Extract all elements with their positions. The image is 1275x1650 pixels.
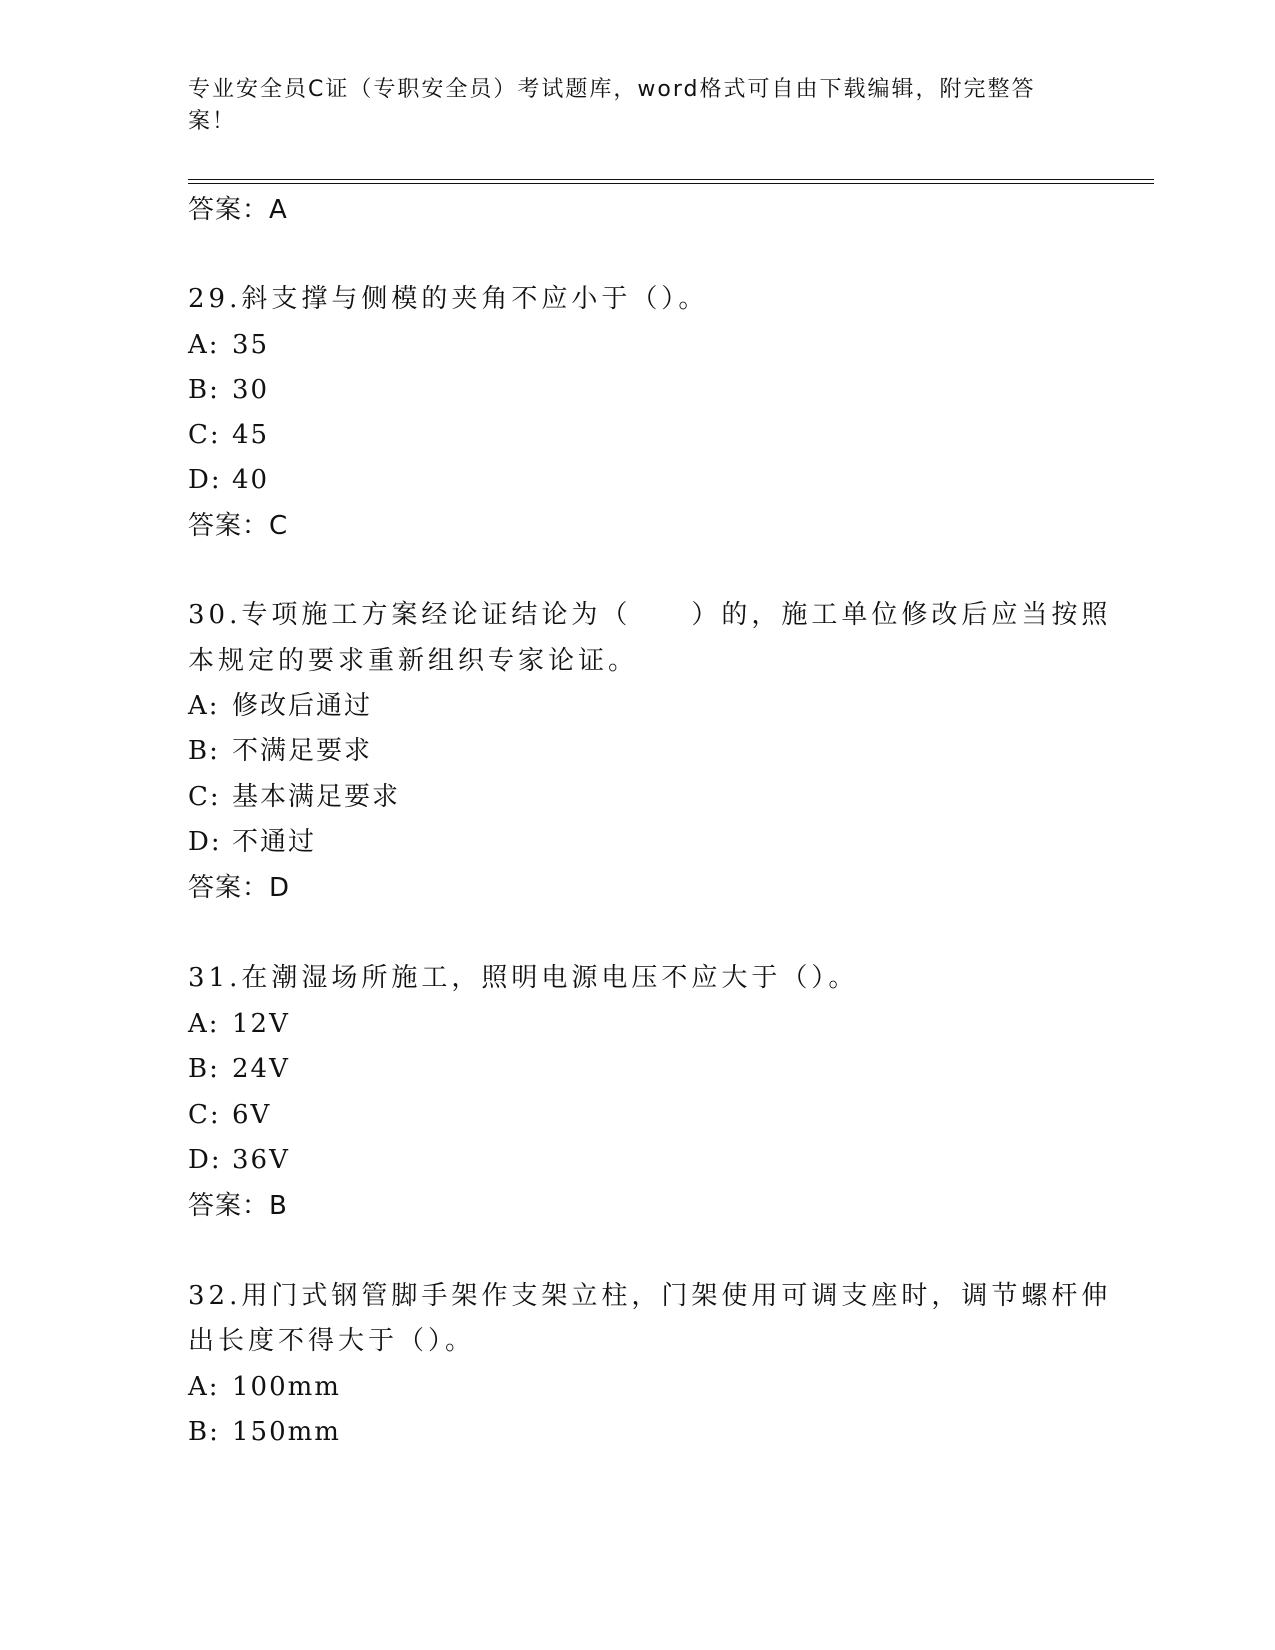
option-text: 12V — [232, 1009, 290, 1039]
option-b — [188, 1053, 290, 1085]
question-stem: 29.斜支撑与侧模的夹角不应小于（）。 — [188, 284, 709, 314]
option-letter: D: — [188, 465, 222, 495]
option-text: 6V — [232, 1100, 272, 1130]
page-header — [188, 74, 1068, 138]
option-text: 35 — [232, 330, 270, 360]
option-text: 150mm — [232, 1417, 341, 1447]
option-b — [188, 1416, 341, 1448]
answer-line: 答案：A — [188, 195, 288, 225]
header-title-line-2: 案！ — [188, 109, 237, 134]
option-a — [188, 329, 269, 361]
answer-line: 答案：D — [188, 873, 291, 903]
option-d — [188, 1144, 290, 1176]
option-text: 不通过 — [232, 827, 317, 857]
option-c — [188, 1099, 271, 1131]
option-text: 24V — [232, 1054, 290, 1084]
question-stem-continuation: 出长度不得大于（）。 — [188, 1326, 476, 1356]
header-divider-top — [188, 179, 1154, 180]
option-text: 30 — [232, 375, 270, 405]
option-c — [188, 781, 400, 813]
option-letter: C: — [188, 782, 221, 812]
option-b — [188, 735, 372, 767]
option-d — [188, 826, 316, 858]
answer-line: 答案：C — [188, 511, 289, 541]
option-letter: B: — [188, 1054, 220, 1084]
option-c — [188, 419, 269, 451]
header-divider-bottom — [188, 183, 1154, 184]
option-letter: A: — [188, 1009, 220, 1039]
option-letter: B: — [188, 1417, 220, 1447]
option-text: 45 — [232, 420, 270, 450]
option-text: 36V — [232, 1145, 290, 1175]
option-letter: C: — [188, 420, 221, 450]
option-letter: A: — [188, 691, 220, 721]
option-letter: A: — [188, 330, 220, 360]
question-stem: 30.专项施工方案经论证结论为（ ）的，施工单位修改后应当按照 — [188, 600, 1112, 630]
question-stem: 32.用门式钢管脚手架作支架立柱，门架使用可调支座时，调节螺杆伸 — [188, 1281, 1112, 1311]
option-a — [188, 1371, 341, 1403]
option-text: 100mm — [232, 1372, 341, 1402]
question-stem-continuation: 本规定的要求重新组织专家论证。 — [188, 646, 639, 676]
option-d — [188, 464, 269, 496]
option-letter: A: — [188, 1372, 220, 1402]
option-letter: C: — [188, 1100, 221, 1130]
option-text: 修改后通过 — [232, 691, 373, 721]
option-letter: B: — [188, 736, 220, 766]
option-a — [188, 1008, 290, 1040]
option-letter: B: — [188, 375, 220, 405]
option-text: 基本满足要求 — [232, 782, 401, 812]
header-title-line-1: 专业安全员C证（专职安全员）考试题库，word格式可自由下载编辑，附完整答 — [188, 77, 1036, 102]
option-a — [188, 690, 372, 722]
option-text: 40 — [232, 465, 270, 495]
option-letter: D: — [188, 827, 222, 857]
option-b — [188, 374, 269, 406]
option-text: 不满足要求 — [232, 736, 373, 766]
option-letter: D: — [188, 1145, 222, 1175]
answer-line: 答案：B — [188, 1191, 288, 1221]
question-stem: 31.在潮湿场所施工，照明电源电压不应大于（）。 — [188, 963, 859, 993]
